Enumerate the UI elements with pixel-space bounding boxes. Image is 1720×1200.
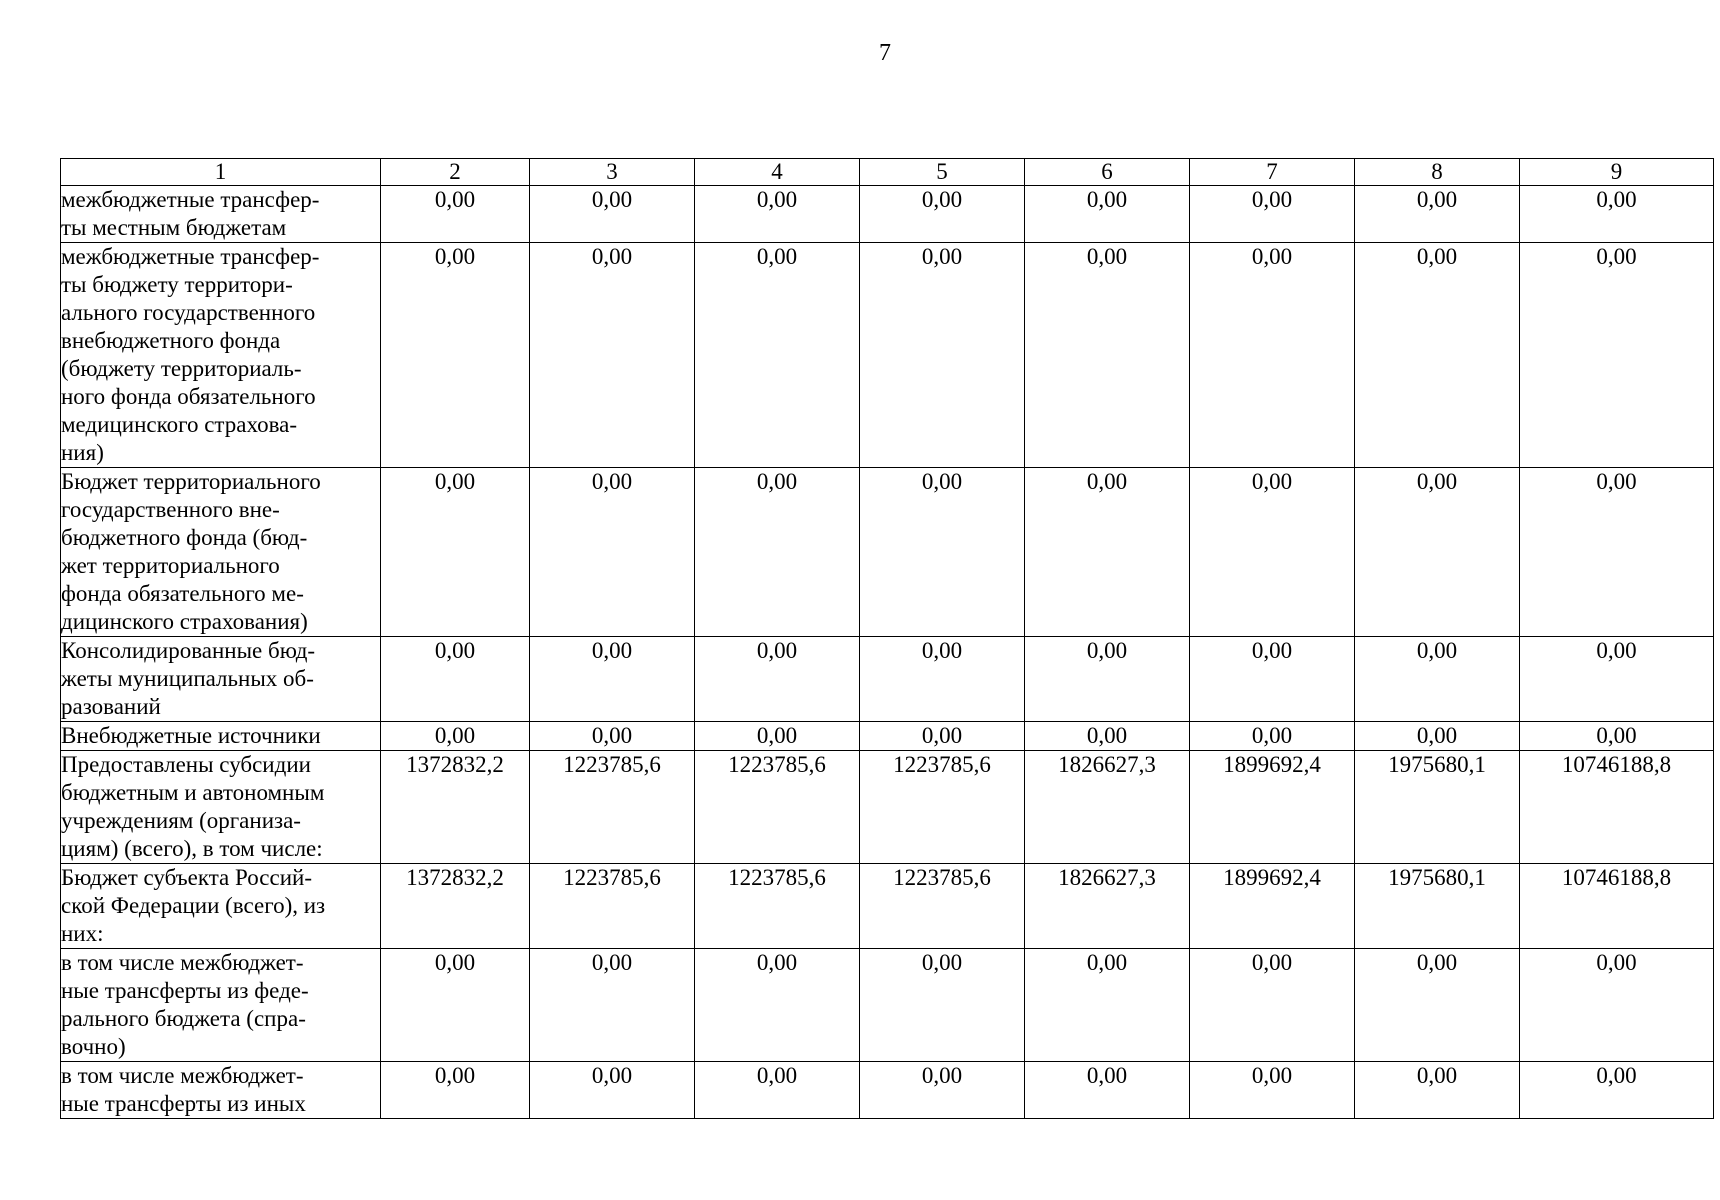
column-header: 3: [530, 159, 695, 186]
row-label: Предоставлены субсидии бюджетным и автономным учреждениям (организа- циям) (всего), в том числе:: [61, 751, 381, 864]
table-cell: 0,00: [1190, 186, 1355, 243]
table-cell: 0,00: [1520, 637, 1714, 722]
table-cell: 0,00: [1355, 1062, 1520, 1119]
table-cell: 0,00: [1190, 1062, 1355, 1119]
table-cell: 0,00: [1355, 949, 1520, 1062]
row-label: Внебюджетные источники: [61, 722, 381, 751]
page-number: 7: [879, 40, 891, 66]
table-cell: 1223785,6: [695, 751, 860, 864]
table-cell: 1372832,2: [381, 864, 530, 949]
table-cell: 0,00: [1355, 722, 1520, 751]
table-cell: 0,00: [530, 186, 695, 243]
row-label: Бюджет субъекта Россий- ской Федерации (всего), из них:: [61, 864, 381, 949]
table-cell: 0,00: [860, 1062, 1025, 1119]
table-cell: 0,00: [381, 637, 530, 722]
table-cell: 0,00: [1025, 1062, 1190, 1119]
table-cell: 0,00: [1520, 949, 1714, 1062]
table-cell: 0,00: [695, 637, 860, 722]
table-cell: 0,00: [695, 468, 860, 637]
table-cell: 10746188,8: [1520, 864, 1714, 949]
table-cell: 1223785,6: [530, 864, 695, 949]
table-row: [61, 722, 1714, 751]
table-cell: 0,00: [381, 468, 530, 637]
table-cell: 0,00: [1520, 243, 1714, 468]
budget-table: [60, 158, 1714, 1119]
table-cell: 0,00: [1190, 637, 1355, 722]
table-cell: 0,00: [381, 186, 530, 243]
column-header: 9: [1520, 159, 1714, 186]
table-cell: 0,00: [860, 722, 1025, 751]
table-cell: 0,00: [381, 1062, 530, 1119]
table-row: [61, 637, 1714, 722]
row-label: в том числе межбюджет- ные трансферты из феде- рального бюджета (спра- вочно): [61, 949, 381, 1062]
table-cell: 0,00: [860, 637, 1025, 722]
table-cell: 0,00: [1025, 949, 1190, 1062]
column-header: 6: [1025, 159, 1190, 186]
table-cell: 0,00: [1355, 243, 1520, 468]
table-cell: 1899692,4: [1190, 864, 1355, 949]
table-cell: 0,00: [1190, 949, 1355, 1062]
row-label: в том числе межбюджет- ные трансферты из иных: [61, 1062, 381, 1119]
table-cell: 1223785,6: [530, 751, 695, 864]
table-cell: 0,00: [530, 949, 695, 1062]
table-row: [61, 243, 1714, 468]
column-header: 2: [381, 159, 530, 186]
table-cell: 1975680,1: [1355, 864, 1520, 949]
table-row: [61, 949, 1714, 1062]
table-cell: 0,00: [1355, 186, 1520, 243]
table-cell: 10746188,8: [1520, 751, 1714, 864]
table-cell: 0,00: [1520, 186, 1714, 243]
table-cell: 0,00: [1025, 722, 1190, 751]
table-cell: 0,00: [1520, 468, 1714, 637]
table-cell: 0,00: [1025, 468, 1190, 637]
column-header: 8: [1355, 159, 1520, 186]
table-cell: 0,00: [530, 468, 695, 637]
header-row: [61, 159, 1714, 186]
table-cell: 1826627,3: [1025, 751, 1190, 864]
table-cell: 0,00: [381, 949, 530, 1062]
table-cell: 0,00: [1025, 637, 1190, 722]
column-header: 1: [61, 159, 381, 186]
table-row: [61, 1062, 1714, 1119]
table-cell: 0,00: [860, 243, 1025, 468]
table-cell: 1975680,1: [1355, 751, 1520, 864]
row-label: Бюджет территориального государственного вне- бюджетного фонда (бюд- жет территориального фонда обязательного ме- дицинского страхования): [61, 468, 381, 637]
table-cell: 0,00: [381, 722, 530, 751]
table-cell: 0,00: [381, 243, 530, 468]
table-cell: 1826627,3: [1025, 864, 1190, 949]
table-cell: 0,00: [1520, 1062, 1714, 1119]
table-cell: 1372832,2: [381, 751, 530, 864]
table-row: [61, 751, 1714, 864]
row-label: Консолидированные бюд- жеты муниципальных об- разований: [61, 637, 381, 722]
table-cell: 0,00: [695, 243, 860, 468]
row-label: межбюджетные трансфер- ты бюджету территори- ального государственного внебюджетного фонда (бюджету территориаль- ного фонда обязательного медицинского страхова- ния): [61, 243, 381, 468]
row-label: межбюджетные трансфер- ты местным бюджетам: [61, 186, 381, 243]
table-row: [61, 864, 1714, 949]
table-cell: 0,00: [860, 468, 1025, 637]
table-cell: 0,00: [860, 949, 1025, 1062]
table-cell: 1899692,4: [1190, 751, 1355, 864]
table-cell: 0,00: [530, 637, 695, 722]
table-row: [61, 468, 1714, 637]
table-cell: 0,00: [695, 722, 860, 751]
table-row: [61, 186, 1714, 243]
table-cell: 1223785,6: [695, 864, 860, 949]
table-cell: 0,00: [1190, 468, 1355, 637]
table-cell: 0,00: [530, 722, 695, 751]
table-cell: 0,00: [530, 243, 695, 468]
column-header: 5: [860, 159, 1025, 186]
column-header: 4: [695, 159, 860, 186]
table-cell: 0,00: [530, 1062, 695, 1119]
table-cell: 0,00: [1355, 468, 1520, 637]
table-cell: 0,00: [695, 186, 860, 243]
table-cell: 0,00: [1190, 243, 1355, 468]
table-cell: 0,00: [1520, 722, 1714, 751]
table-cell: 0,00: [1025, 243, 1190, 468]
table-cell: 1223785,6: [860, 864, 1025, 949]
table-cell: 0,00: [695, 949, 860, 1062]
table-cell: 0,00: [1190, 722, 1355, 751]
table-cell: 0,00: [695, 1062, 860, 1119]
column-header: 7: [1190, 159, 1355, 186]
table-cell: 1223785,6: [860, 751, 1025, 864]
table-cell: 0,00: [1355, 637, 1520, 722]
table-cell: 0,00: [860, 186, 1025, 243]
table-cell: 0,00: [1025, 186, 1190, 243]
